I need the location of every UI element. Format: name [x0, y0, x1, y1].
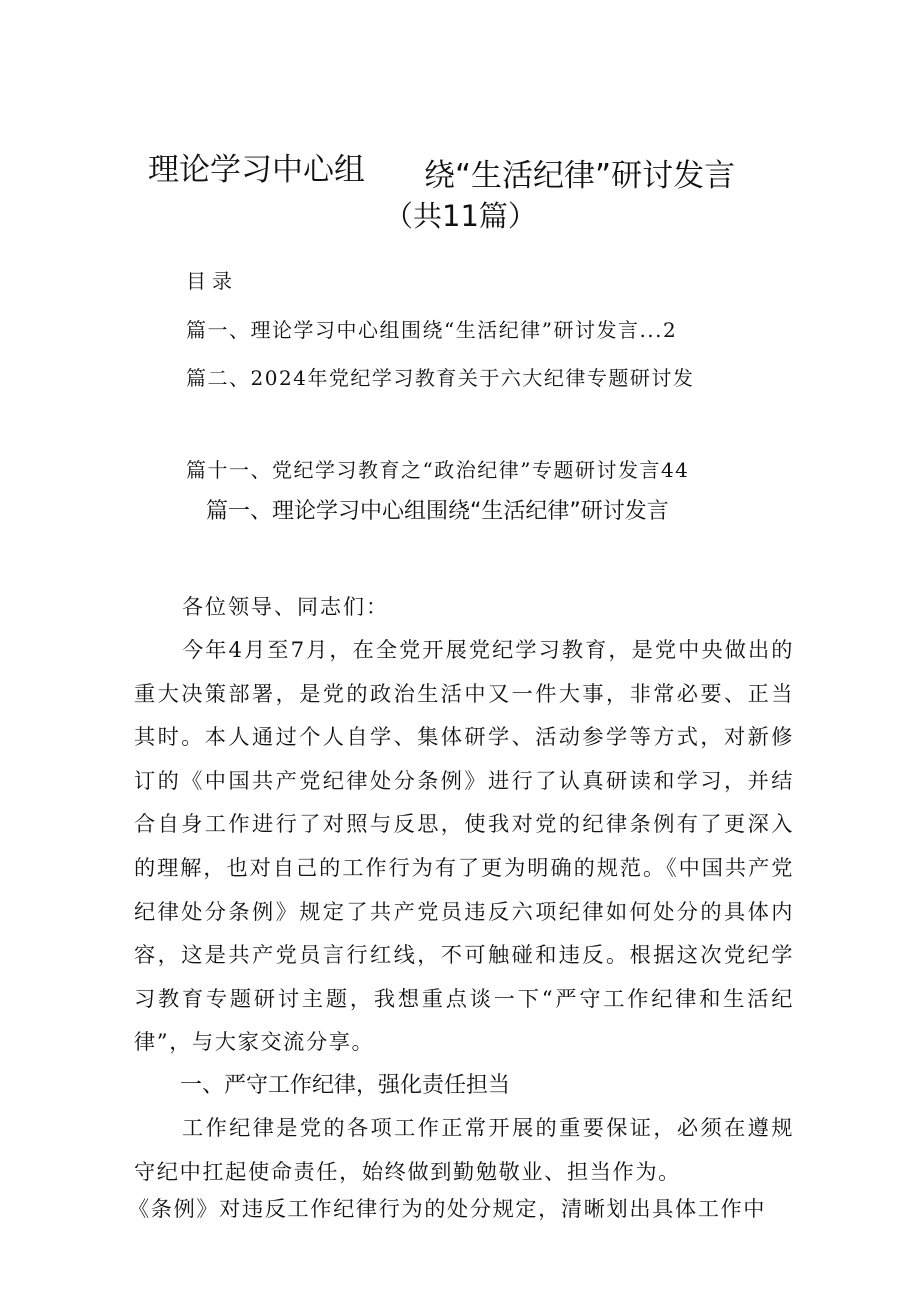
paragraph-2: 工作纪律是党的各项工作正常开展的重要保证，必须在遵规守纪中扛起使命责任，始终做到勤勉敬业、担当作为。: [134, 1115, 794, 1184]
paragraph-1: 今年4月至7月，在全党开展党纪学习教育，是党中央做出的重大决策部署，是党的政治生活中又一件大事，非常必要、正当其时。本人通过个人自学、集体研学、活动参学等方式，对新修订的《中国共产党纪律处分条例》进行了认真研读和学习，并结合自身工作进行了对照与反思，使我对党的纪律条例有了更深入的理解，也对自己的工作行为有了更为明确的规范。《中国共产党纪律处分条例》规定了共产党员违反六项纪律如何处分的具体内容，这是共产党员言行红线，不可触碰和违反。根据这次党纪学习教育专题研讨主题，我想重点谈一下“严守工作纪律和生活纪律”，与大家交流分享。: [134, 637, 794, 1055]
document-title-count: （共11篇）: [384, 199, 537, 233]
paragraph-3: 《条例》对违反工作纪律行为的处分规定，清晰划出具体工作中: [128, 1196, 767, 1221]
subheading-1: 一、严守工作纪律，强化责任担当: [180, 1073, 511, 1098]
greeting: 各位领导、同志们：: [182, 595, 389, 619]
document-title-part2: 绕“生活纪律”研讨发言: [424, 158, 736, 194]
section-title: 篇一、理论学习中心组围绕“生活纪律”研讨发言: [206, 499, 669, 524]
toc-heading: 目录: [186, 269, 238, 293]
toc-item-2[interactable]: 篇二、2024年党纪学习教育关于六大纪律专题研讨发: [186, 366, 695, 390]
document-title-part1: 理论学习中心组: [148, 152, 365, 188]
toc-item-11[interactable]: 篇十一、党纪学习教育之“政治纪律”专题研讨发言44: [186, 458, 690, 482]
toc-item-1[interactable]: 篇一、理论学习中心组围绕“生活纪律”研讨发言...2: [186, 318, 678, 342]
